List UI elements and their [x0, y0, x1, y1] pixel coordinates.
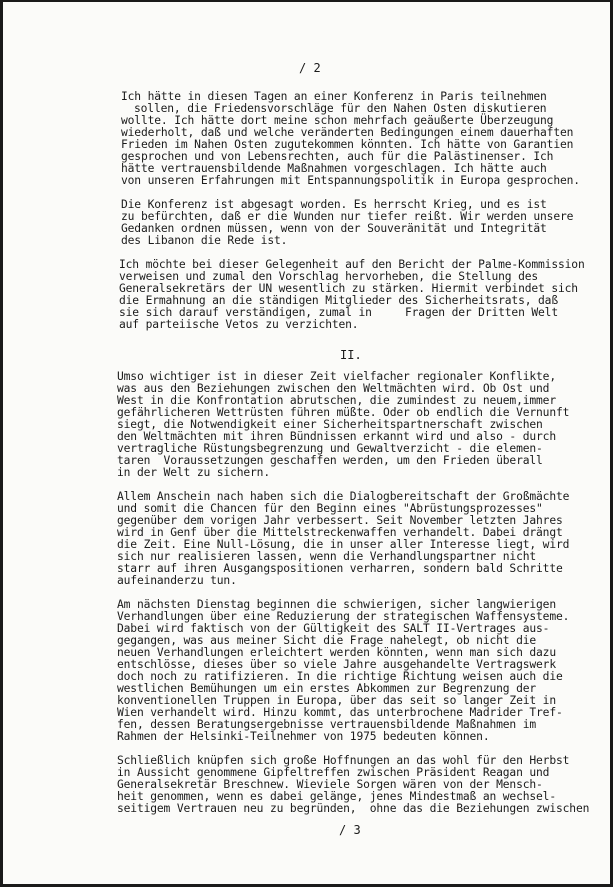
text-line: Ich hätte in diesen Tagen an einer Konferenz in Paris teilnehmen	[121, 90, 547, 103]
text-line: verweisen und zumal den Vorschlag hervorheben, die Stellung des	[119, 270, 539, 283]
text-line: taren Voraussetzungen geschaffen werden, um den Frieden überall	[117, 454, 543, 467]
text-line: Generalsekretär Breschnew. Wieviele Sorgen wären von der Mensch-	[117, 778, 543, 791]
text-line: Allem Anschein nach haben sich die Dialogbereitschaft der Großmächte	[117, 490, 570, 503]
text-line: gegenüber dem vorigen Jahr verbessert. Seit November letzten Jahres	[117, 514, 563, 527]
text-line: sollen, die Friedensvorschläge für den Nahen Osten diskutieren	[134, 102, 547, 115]
text-line: von unseren Erfahrungen mit Entspannungspolitik in Europa gesprochen.	[121, 174, 580, 187]
text-line: gegangen, was aus meiner Sicht die Frage nahelegt, ob nicht die	[117, 634, 537, 647]
text-line: Wien verhandelt wird. Hinzu kommt, das unterbrochene Madrider Tref-	[117, 706, 563, 719]
text-line: doch noch zu ratifizieren. In die richtige Richtung weisen auch die	[117, 670, 563, 683]
text-line: westlichen Bemühungen um ein erstes Abkommen zur Begrenzung der	[117, 682, 537, 695]
text-line: entschlösse, dieses über so viele Jahre ausgehandelte Vertragswerk	[117, 658, 556, 671]
scan-edge-top	[0, 0, 613, 2]
text-line: wiederholt, daß und welche veränderten Bedingungen einem dauerhaften	[121, 126, 574, 139]
text-line: die Zeit. Eine Null-Lösung, die in unser aller Interesse liegt, wird	[117, 538, 570, 551]
text-line: Schließlich knüpfen sich große Hoffnungen an das wohl für den Herbst	[117, 754, 570, 767]
text-line: Generalsekretärs der UN wesentlich zu stärken. Hiermit verbindet sich	[119, 282, 578, 295]
page-number-bottom: / 3	[339, 823, 361, 837]
text-line: die Ermahnung an die ständigen Mitglieder des Sicherheitsrats, daß	[119, 294, 558, 307]
text-line: West in die Konfrontation abrutschen, die zumindest zu neuem,immer	[117, 394, 556, 407]
text-line: Rahmen der Helsinki-Teilnehmer von 1975 bedeuten können.	[117, 730, 490, 743]
text-line: den Weltmächten mit ihren Bündnissen erkannt wird und also - durch	[117, 430, 556, 443]
text-line: Am nächsten Dienstag beginnen die schwierigen, sicher langwierigen	[117, 598, 556, 611]
section-heading: II.	[340, 348, 362, 362]
text-line: in der Welt zu sichern.	[117, 466, 270, 479]
text-line: wollte. Ich hätte dort meine schon mehrfach geäußerte Überzeugung	[121, 114, 554, 127]
text-line: siegt, die Notwendigkeit einer Sicherheitspartnerschaft zwischen	[117, 418, 543, 431]
text-line: und somit die Chancen für den Beginn eines "Abrüstungsprozesses"	[117, 502, 543, 515]
text-line: Ich möchte bei dieser Gelegenheit auf den Bericht der Palme-Kommission	[119, 258, 585, 271]
text-line: wird in Genf über die Mittelstreckenwaffen verhandelt. Dabei drängt	[117, 526, 563, 539]
text-line: Dabei wird faktisch von der Gültigkeit des SALT II-Vertrages aus-	[117, 622, 550, 635]
text-line: auf parteiische Vetos zu verzichten.	[119, 318, 359, 331]
text-line: heit genommen, wenn es dabei gelänge, jenes Mindestmaß an wechsel-	[117, 790, 556, 803]
text-line: Umso wichtiger ist in dieser Zeit vielfacher regionaler Konflikte,	[117, 370, 556, 383]
scan-edge-left	[0, 0, 3, 887]
text-line: sich nur realisieren lassen, wenn die Verhandlungspartner nicht	[117, 550, 537, 563]
text-line: gefährlicheren Wettrüsten führen müßte. Oder ob endlich die Vernunft	[117, 406, 570, 419]
text-line: in Aussicht genommene Gipfeltreffen zwischen Präsident Reagan und	[117, 766, 550, 779]
text-line: starr auf ihren Ausgangspositionen verharren, sondern bald Schritte	[117, 562, 563, 575]
text-line: Die Konferenz ist abgesagt worden. Es herrscht Krieg, und es ist	[121, 198, 547, 211]
text-line: Frieden im Nahen Osten zugutekommen könnten. Ich hätte von Garantien	[121, 138, 574, 151]
text-line: was aus den Beziehungen zwischen den Weltmächten wird. Ob Ost und	[117, 382, 550, 395]
text-line: neuen Verhandlungen erleichtert werden könnten, wenn man sich dazu	[117, 646, 556, 659]
text-line: zu befürchten, daß er die Wunden nur tiefer reißt. Wir werden unsere	[121, 210, 574, 223]
text-line: seitigem Vertrauen neu zu begründen, ohne das die Beziehungen zwischen	[117, 802, 590, 815]
text-line: vertragliche Rüstungsbegrenzung und Gewaltverzicht - die elemen-	[117, 442, 543, 455]
text-line: sie sich darauf verständigen, zumal in Fragen der Dritten Welt	[119, 306, 558, 319]
text-line: konventionellen Truppen in Europa, über das seit so langer Zeit in	[117, 694, 556, 707]
text-line: gesprochen und von Lebensrechten, auch für die Palästinenser. Ich	[121, 150, 554, 163]
text-line: Gedanken ordnen müssen, wenn von der Souveränität und Integrität	[121, 222, 547, 235]
text-line: hätte vertrauensbildende Maßnahmen vorgeschlagen. Ich hätte auch	[121, 162, 547, 175]
text-line: Verhandlungen über eine Reduzierung der strategischen Waffensysteme.	[117, 610, 570, 623]
text-line: aufeinanderzu tun.	[117, 574, 237, 587]
text-line: fen, dessen Beratungsergebnisse vertrauensbildende Maßnahmen im	[117, 718, 537, 731]
page-number-top: / 2	[299, 61, 321, 75]
text-line: des Libanon die Rede ist.	[121, 234, 288, 247]
